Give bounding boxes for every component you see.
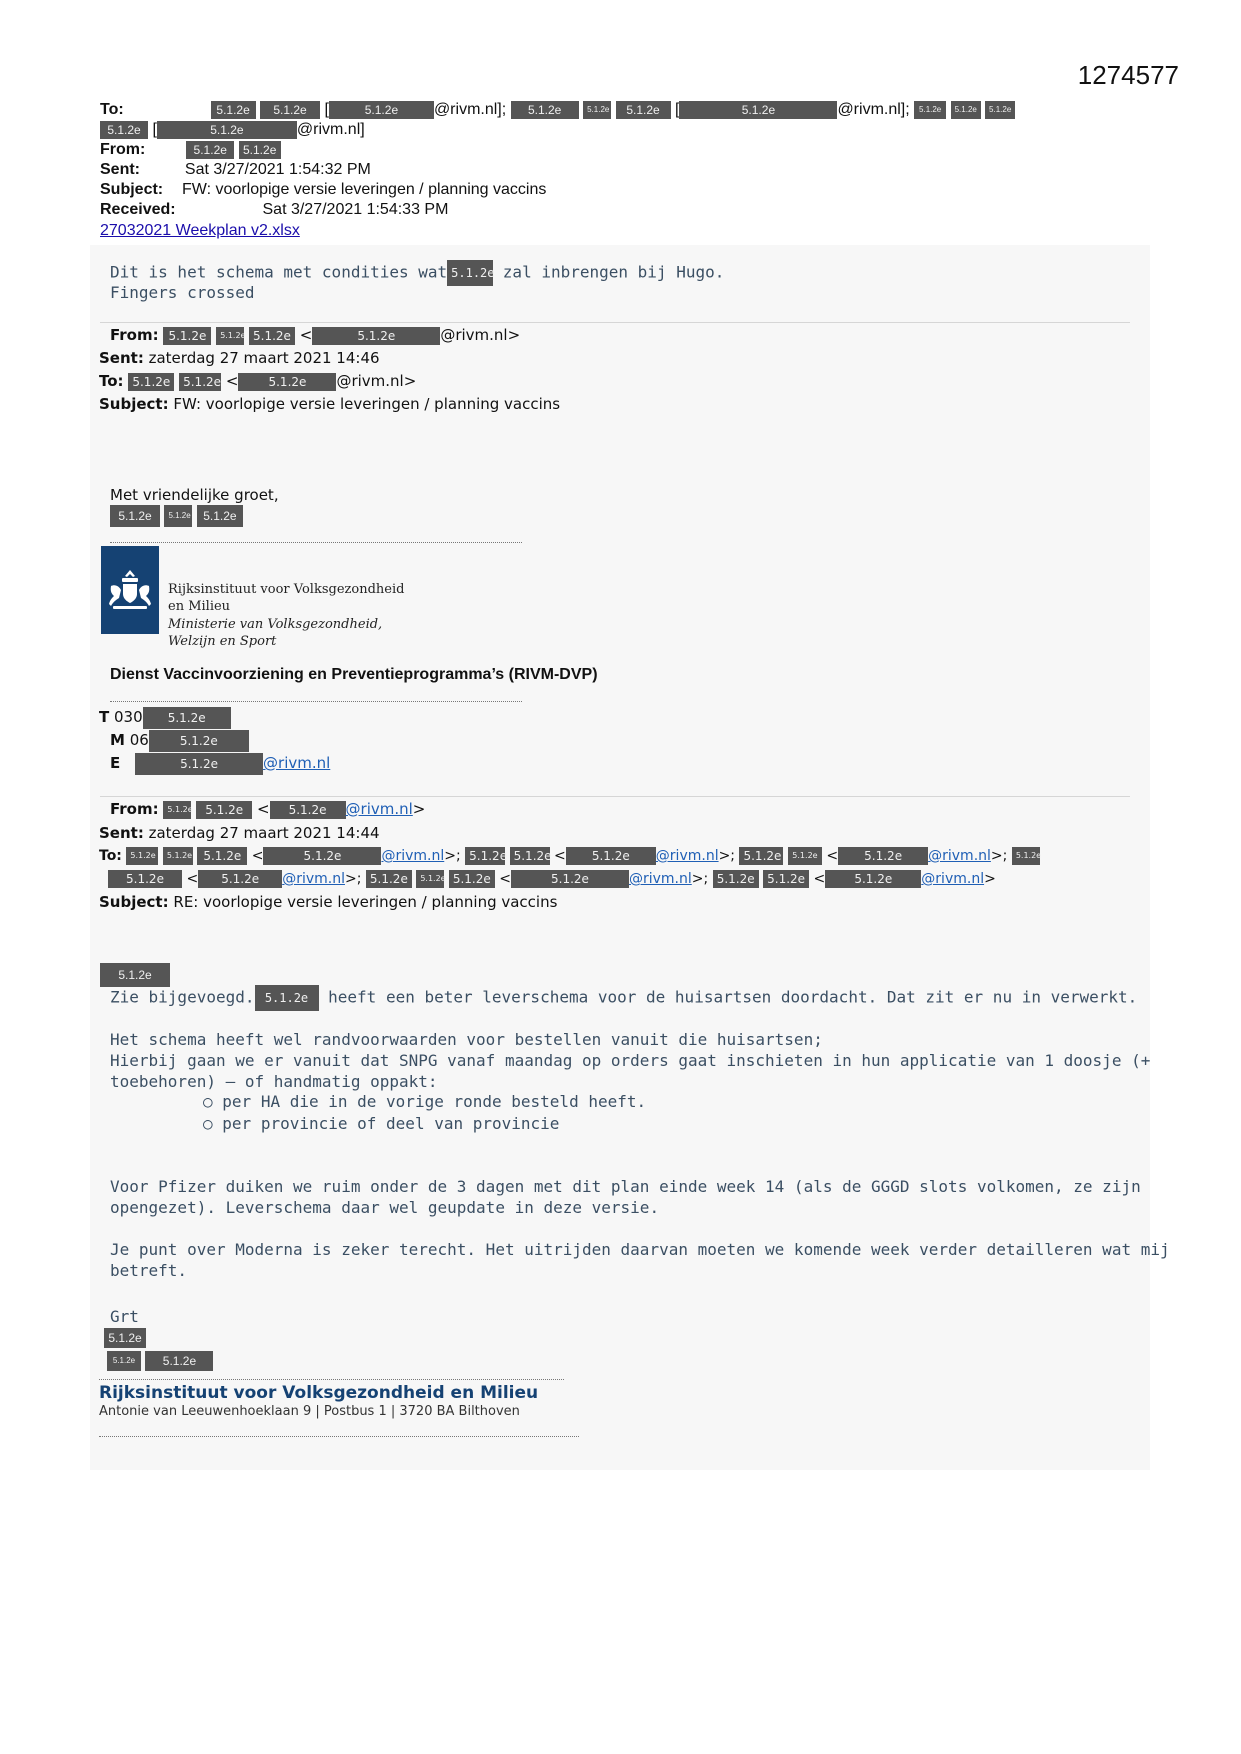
fwd2-sent-line	[99, 822, 380, 845]
redaction: 5.1.2e	[239, 141, 281, 159]
msg2-p2-line1: Het schema heeft wel randvoorwaarden voor bestellen vanuit die huisartsen;	[110, 1030, 823, 1049]
msg1-line2: Fingers crossed	[110, 283, 255, 302]
email-suffix: @rivm.nl]	[296, 121, 365, 138]
subject-value: FW: voorlopige versie leveringen / planning vaccins	[182, 181, 547, 198]
received-label: Received:	[100, 201, 176, 218]
outer-received-line	[100, 200, 448, 220]
dotted-separator	[99, 1436, 579, 1437]
fwd2-from-line: From: 5.1.2e 5.1.2e < 5.1.2e @rivm.nl>	[110, 800, 426, 818]
email-link[interactable]: @rivm.nl	[655, 848, 719, 864]
email-line	[110, 752, 330, 775]
redaction: 5.1.2e	[197, 505, 243, 527]
sent-label: Sent:	[99, 824, 144, 842]
redaction: 5.1.2e	[104, 1328, 146, 1348]
circle-bullet-icon: ○	[203, 1092, 213, 1111]
footer-address: Antonie van Leeuwenhoeklaan 9 | Postbus 1 | 3720 BA Bilthoven	[99, 1404, 520, 1419]
email-suffix: @rivm.nl];	[433, 101, 507, 118]
outer-to-line: To: 5.1.2e 5.1.2e [ 5.1.2e @rivm.nl]; 5.1.2e 5.1.2e 5.1.2e [ 5.1.2e @rivm.nl]; 5.1.2e 5.1.2e 5.1.2e	[100, 100, 1015, 120]
sent-value: zaterdag 27 maart 2021 14:46	[148, 349, 380, 367]
redaction: 5.1.2e	[465, 847, 505, 865]
redaction: 5.1.2e	[260, 101, 320, 119]
signature-name	[110, 505, 243, 527]
fwd1-subject-line	[99, 393, 560, 416]
document-id: 1274577	[1077, 60, 1179, 90]
redaction: 5.1.2e	[157, 121, 297, 139]
redaction: 5.1.2e	[126, 847, 158, 865]
redaction: 5.1.2e	[249, 327, 295, 345]
redaction: 5.1.2e	[447, 260, 493, 286]
attachment-link-row	[100, 221, 300, 241]
phone-label: T	[99, 708, 110, 726]
bullet-text: per provincie of deel van provincie	[222, 1114, 560, 1133]
salutation	[100, 963, 170, 987]
email-link[interactable]: @rivm.nl	[381, 848, 445, 864]
to-label: To:	[99, 372, 124, 390]
redaction: 5.1.2e	[270, 801, 346, 819]
ministry-line1: Ministerie van Volksgezondheid,	[168, 617, 383, 632]
email-link[interactable]: @rivm.nl	[282, 871, 345, 887]
redaction: 5.1.2e	[145, 1351, 213, 1371]
from-label: From:	[110, 326, 159, 344]
redaction: 5.1.2e	[1012, 847, 1040, 865]
redaction: 5.1.2e	[312, 327, 440, 345]
msg2-p4-line2: betreft.	[110, 1261, 188, 1280]
to-label: To:	[100, 101, 124, 118]
footer-org-title: Rijksinstituut voor Volksgezondheid en Milieu	[99, 1383, 539, 1403]
redaction: 5.1.2e	[110, 505, 160, 527]
redaction: 5.1.2e	[763, 870, 809, 888]
outer-to-line-2: 5.1.2e [ 5.1.2e @rivm.nl]	[100, 120, 365, 140]
redaction: 5.1.2e	[255, 985, 319, 1011]
msg2-p1-b: heeft een beter leverschema voor de huisartsen doordacht. Dat zit er nu in verwerkt.	[328, 987, 1138, 1007]
department-name: Dienst Vaccinvoorziening en Preventieprogramma’s (RIVM-DVP)	[110, 666, 598, 683]
msg2-p4-line1: Je punt over Moderna is zeker terecht. Het uitrijden daarvan moeten we komende week verder detailleren wat mij	[110, 1240, 1170, 1259]
ministry-line2: Welzijn en Sport	[168, 634, 277, 649]
redaction: 5.1.2e	[449, 870, 495, 888]
greeting: Met vriendelijke groet,	[110, 486, 279, 504]
redaction: 5.1.2e	[510, 847, 550, 865]
outer-sent-line	[100, 160, 371, 180]
dotted-separator	[99, 1379, 564, 1380]
msg2-p3-line1: Voor Pfizer duiken we ruim onder de 3 dagen met dit plan einde week 14 (als de GGGD slots volkomen, ze zijn	[110, 1177, 1141, 1196]
fwd2-to-line-2: 5.1.2e < 5.1.2e @rivm.nl>; 5.1.2e 5.1.2e 5.1.2e < 5.1.2e @rivm.nl>; 5.1.2e 5.1.2e < 5.1.2e @rivm.nl>	[108, 868, 996, 891]
bullet-item	[203, 1114, 559, 1133]
msg1-text-b: zal inbrengen bij Hugo.	[502, 262, 725, 282]
redaction: 5.1.2e	[197, 847, 247, 865]
redaction: 5.1.2e	[914, 101, 946, 119]
redaction: 5.1.2e	[238, 373, 336, 391]
fwd1-from-line: From: 5.1.2e 5.1.2e 5.1.2e < 5.1.2e @rivm.nl>	[110, 326, 521, 344]
subject-label: Subject:	[99, 893, 169, 911]
redaction: 5.1.2e	[566, 847, 656, 865]
msg2-p2-line2: Hierbij gaan we er vanuit dat SNPG vanaf maandag op orders gaat inschieten in hun applicatie van 1 doosje (+	[110, 1051, 1151, 1070]
redaction: 5.1.2e	[838, 847, 928, 865]
redaction: 5.1.2e	[329, 101, 434, 119]
msg2-p1	[110, 985, 1137, 1011]
outer-from-line	[100, 140, 281, 160]
redaction: 5.1.2e	[164, 505, 192, 527]
email-link[interactable]: @rivm.nl	[921, 871, 985, 887]
mobile-label: M	[110, 731, 125, 749]
redaction: 5.1.2e	[263, 847, 381, 865]
redaction: 5.1.2e	[198, 870, 282, 888]
email-link[interactable]: @rivm.nl	[928, 848, 991, 864]
phone-line	[99, 706, 231, 729]
email-suffix: @rivm.nl];	[837, 101, 910, 118]
redaction: 5.1.2e	[985, 101, 1015, 119]
redaction: 5.1.2e	[163, 801, 191, 819]
redaction: 5.1.2e	[163, 327, 211, 345]
redaction: 5.1.2e	[135, 753, 263, 775]
bullet-text: per HA die in de vorige ronde besteld heeft.	[222, 1092, 647, 1111]
to-email: @rivm.nl>	[336, 372, 417, 390]
from-email-link[interactable]: @rivm.nl	[345, 800, 413, 818]
fwd1-sent-line	[99, 347, 380, 370]
mobile-prefix: 06	[129, 731, 149, 749]
redaction: 5.1.2e	[211, 101, 256, 119]
subject-label: Subject:	[100, 181, 164, 198]
redaction: 5.1.2e	[216, 327, 244, 345]
redaction: 5.1.2e	[143, 707, 231, 729]
signoff: Grt	[110, 1307, 139, 1326]
phone-prefix: 030	[114, 708, 143, 726]
redaction: 5.1.2e	[616, 101, 671, 119]
redaction: 5.1.2e	[163, 847, 193, 865]
rivm-logo	[101, 546, 159, 634]
redaction: 5.1.2e	[511, 101, 579, 119]
mobile-line	[110, 729, 249, 752]
subject-label: Subject:	[99, 395, 169, 413]
email-label: E	[110, 754, 121, 772]
fwd1-to-line: To: 5.1.2e 5.1.2e < 5.1.2e @rivm.nl>	[99, 372, 417, 390]
redaction: 5.1.2e	[951, 101, 981, 119]
from-email: @rivm.nl>	[440, 326, 521, 344]
dotted-separator	[110, 701, 522, 702]
dotted-separator	[110, 542, 522, 543]
separator	[100, 796, 1130, 797]
org-name-line2: en Milieu	[168, 599, 231, 614]
msg2-p3-line2: opengezet). Leverschema daar wel geupdate in deze versie.	[110, 1198, 660, 1217]
from-label: From:	[100, 141, 146, 158]
redaction: 5.1.2e	[739, 847, 783, 865]
redaction: 5.1.2e	[186, 141, 234, 159]
fwd2-to-line: To: 5.1.2e 5.1.2e 5.1.2e < 5.1.2e @rivm.nl>; 5.1.2e 5.1.2e < 5.1.2e @rivm.nl>; 5.1.2e 5.1.2e < 5.1.2e @rivm.nl>; 5.1.2e	[99, 848, 1042, 864]
redaction: 5.1.2e	[100, 963, 170, 987]
email-link[interactable]: @rivm.nl	[263, 754, 331, 772]
redaction: 5.1.2e	[100, 121, 148, 139]
signoff-name-2	[107, 1351, 213, 1371]
crest-icon	[101, 546, 159, 634]
org-name-line1: Rijksinstituut voor Volksgezondheid	[168, 582, 405, 597]
email-link[interactable]: @rivm.nl	[628, 871, 692, 887]
fwd2-subject-line	[99, 891, 557, 914]
signoff-name-1	[104, 1328, 146, 1348]
sent-label: Sent:	[99, 349, 144, 367]
msg2-p1-a: Zie bijgevoegd.	[110, 987, 255, 1007]
circle-bullet-icon: ○	[203, 1114, 213, 1133]
from-label: From:	[110, 800, 159, 818]
msg2-p2-line3: toebehoren) – of handmatig oppakt:	[110, 1072, 438, 1091]
redaction: 5.1.2e	[825, 870, 921, 888]
redaction: 5.1.2e	[788, 847, 822, 865]
redaction: 5.1.2e	[511, 870, 629, 888]
bullet-item	[203, 1092, 646, 1111]
redaction: 5.1.2e	[416, 870, 444, 888]
separator	[100, 322, 1130, 323]
outer-subject-line	[100, 180, 546, 200]
redaction: 5.1.2e	[196, 801, 252, 819]
redaction: 5.1.2e	[107, 1351, 141, 1371]
sent-label: Sent:	[100, 161, 140, 178]
redaction: 5.1.2e	[128, 373, 174, 391]
redaction: 5.1.2e	[713, 870, 759, 888]
attachment-link[interactable]: 27032021 Weekplan v2.xlsx	[100, 222, 300, 239]
subject-value: RE: voorlopige versie leveringen / planning vaccins	[173, 893, 558, 911]
redaction: 5.1.2e	[108, 870, 182, 888]
to-label: To:	[99, 848, 122, 864]
redaction: 5.1.2e	[583, 101, 611, 119]
redaction: 5.1.2e	[366, 870, 412, 888]
redaction: 5.1.2e	[179, 373, 221, 391]
sent-value: zaterdag 27 maart 2021 14:44	[148, 824, 380, 842]
received-value: Sat 3/27/2021 1:54:33 PM	[262, 201, 449, 218]
subject-value: FW: voorlopige versie leveringen / planning vaccins	[173, 395, 561, 413]
redaction: 5.1.2e	[679, 101, 837, 119]
msg1-text-a: Dit is het schema met condities wat	[110, 262, 448, 282]
redaction: 5.1.2e	[149, 730, 249, 752]
sent-value: Sat 3/27/2021 1:54:32 PM	[184, 161, 371, 178]
